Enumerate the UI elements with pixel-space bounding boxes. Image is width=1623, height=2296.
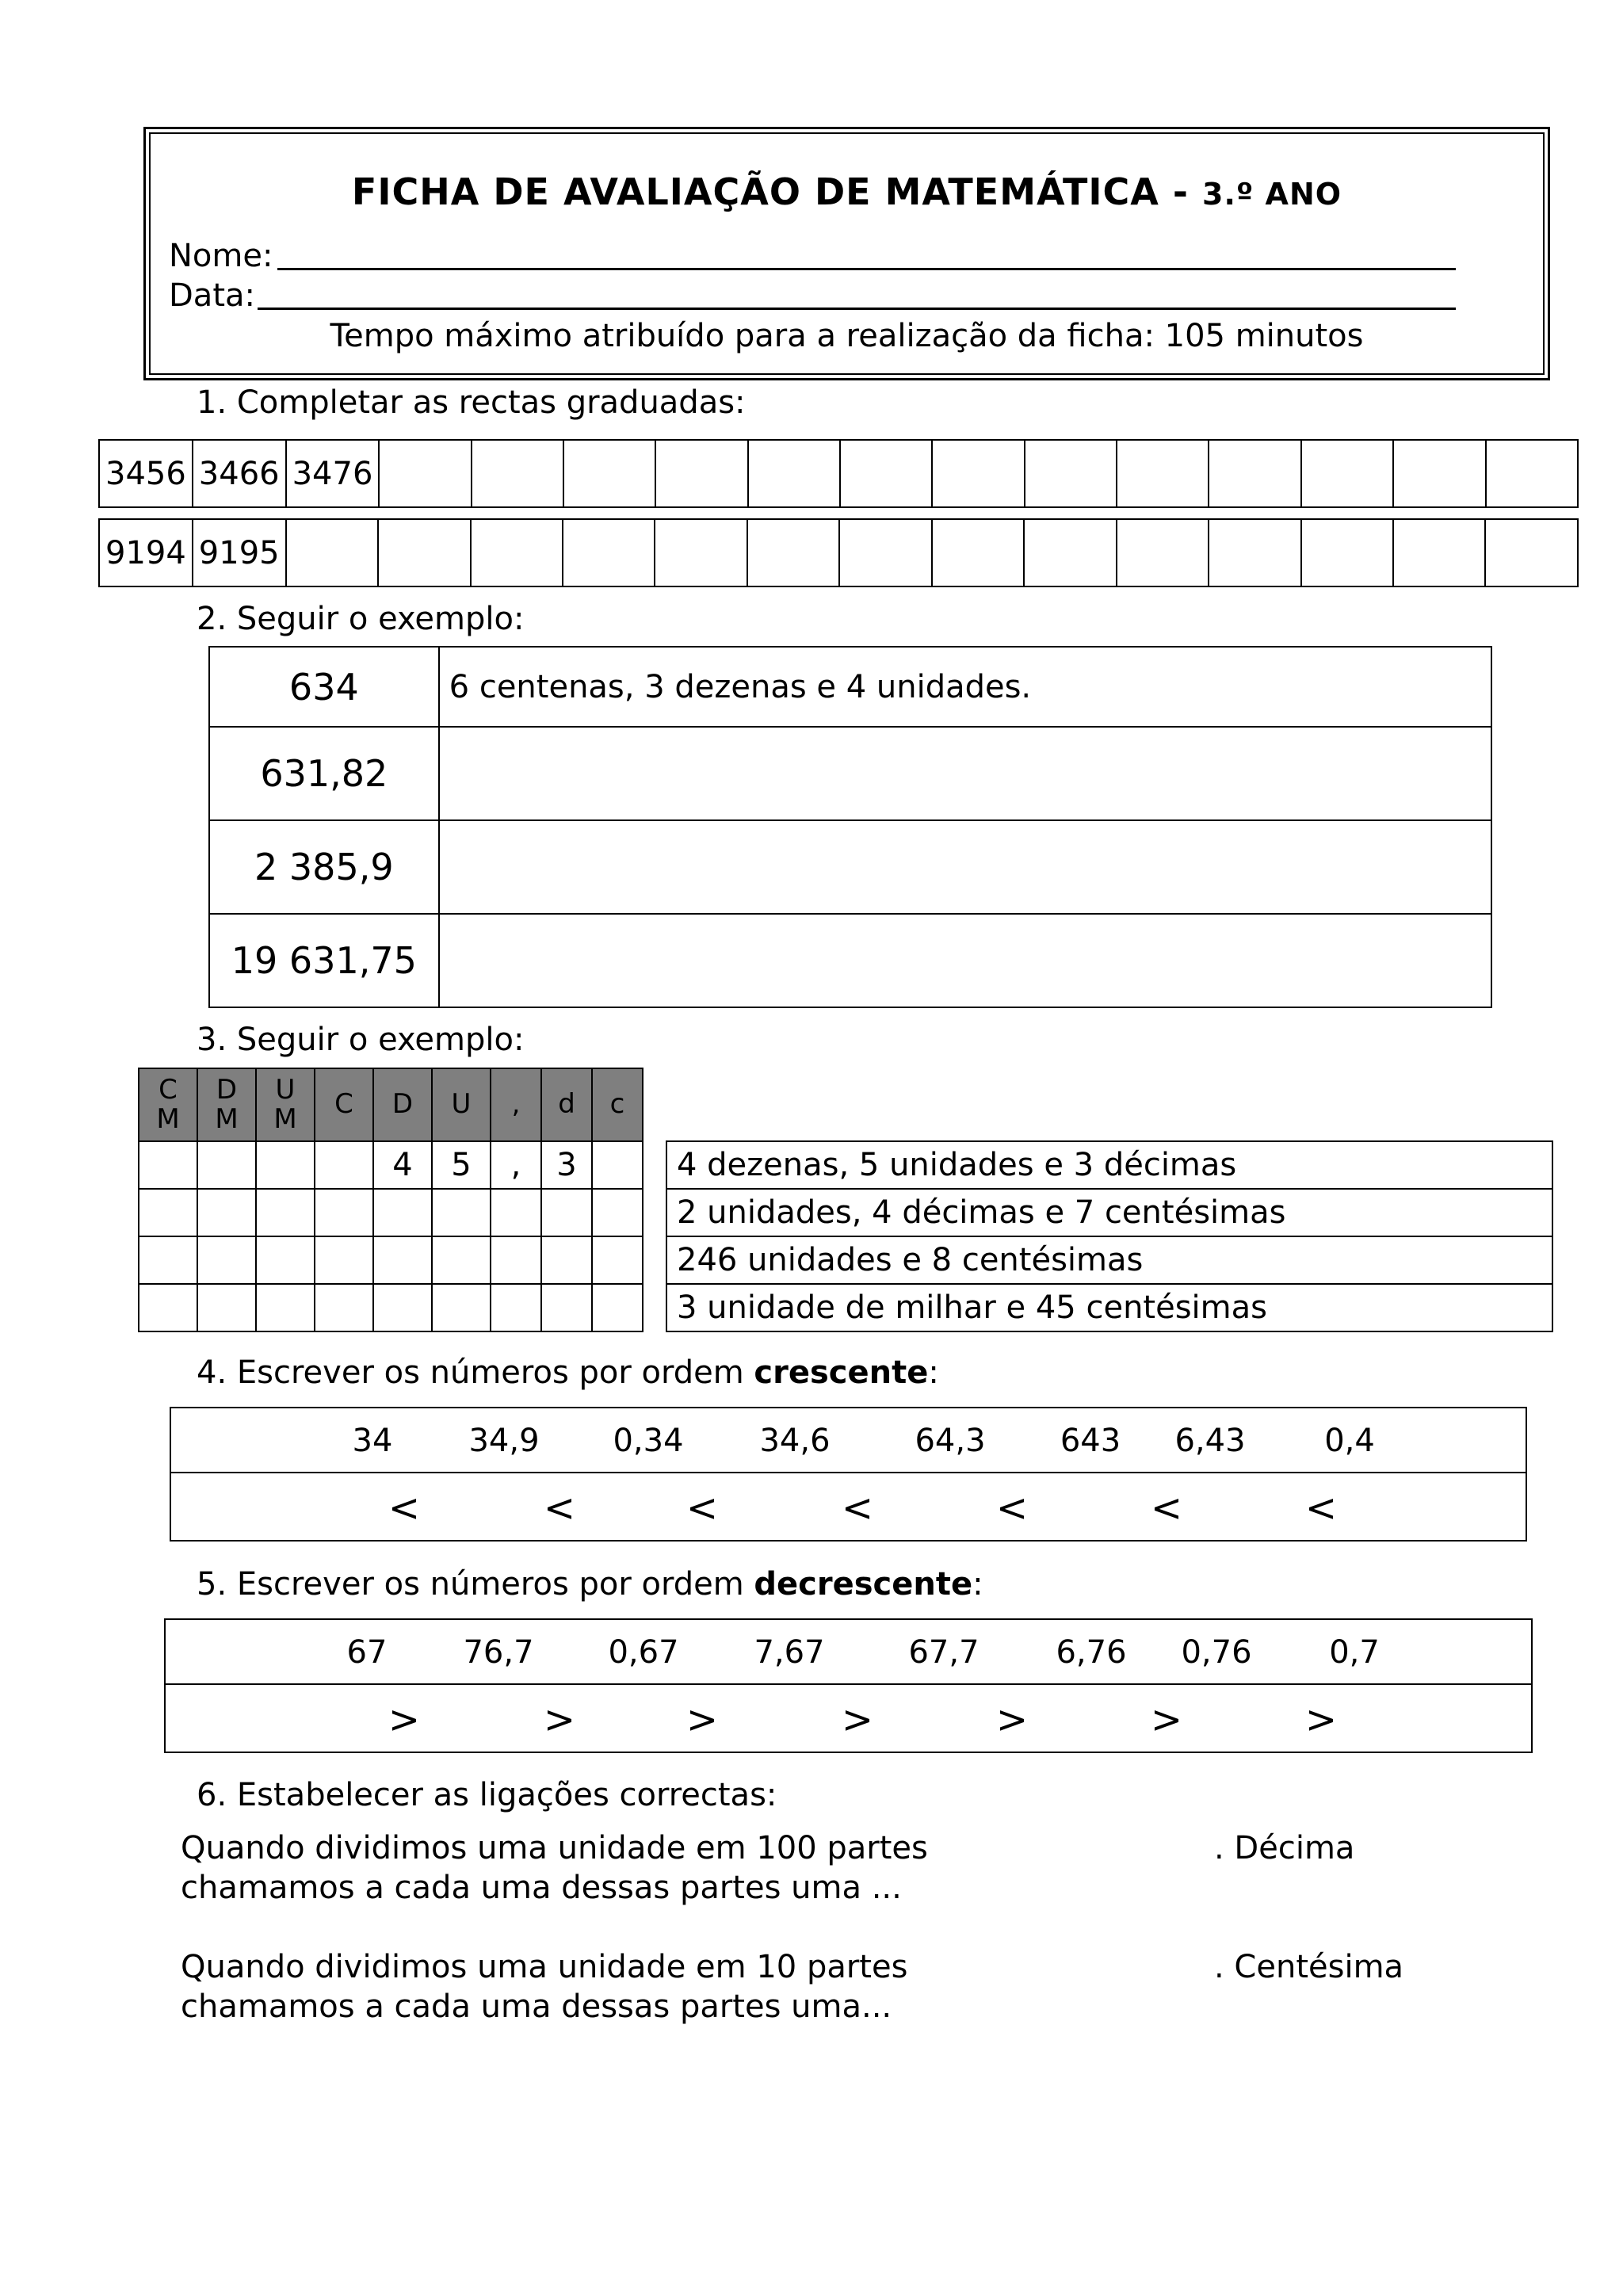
pv-blank[interactable]: [592, 1189, 643, 1236]
less-than-sign: <: [1150, 1486, 1183, 1530]
pv-blank[interactable]: [315, 1236, 373, 1284]
pv-blank[interactable]: [432, 1284, 491, 1331]
greater-than-sign: >: [995, 1698, 1029, 1742]
number-line-cell: 3456: [99, 440, 193, 507]
pv-header: d: [541, 1068, 592, 1141]
q5-box: [164, 1618, 1533, 1753]
q4-number: 0,4: [1324, 1423, 1375, 1459]
q5-number: 67,7: [908, 1634, 980, 1671]
q4-title: 4. Escrever os números por ordem crescente:: [197, 1354, 939, 1391]
time-note: Tempo máximo atribuído para a realização da ficha: 105 minutos: [330, 318, 1364, 354]
pv-cell: [315, 1141, 373, 1189]
q2-answer[interactable]: [439, 914, 1491, 1007]
q3-descriptions: [666, 1140, 1553, 1332]
q4-number: 34,6: [759, 1423, 831, 1459]
number-line-blank[interactable]: [1209, 519, 1300, 586]
number-line-blank[interactable]: [655, 440, 747, 507]
q2-number: 19 631,75: [209, 914, 439, 1007]
q4-numbers-row: [171, 1408, 1526, 1473]
page-title: [149, 170, 1545, 213]
greater-than-sign: >: [841, 1698, 874, 1742]
number-line-blank[interactable]: [1393, 440, 1485, 507]
number-line-1: [98, 439, 1579, 508]
pv-header: c: [592, 1068, 643, 1141]
number-line-blank[interactable]: [655, 519, 747, 586]
number-line-blank[interactable]: [1025, 440, 1117, 507]
q6-title: 6. Estabelecer as ligações correctas:: [197, 1777, 777, 1813]
less-than-sign: <: [543, 1486, 576, 1530]
q2-number: 2 385,9: [209, 820, 439, 914]
number-line-blank[interactable]: [378, 519, 470, 586]
pv-blank[interactable]: [491, 1236, 541, 1284]
pv-blank[interactable]: [139, 1284, 197, 1331]
less-than-sign: <: [685, 1486, 719, 1530]
q4-box: [170, 1407, 1527, 1541]
pv-cell: ,: [491, 1141, 541, 1189]
less-than-sign: <: [1304, 1486, 1338, 1530]
number-line-blank[interactable]: [1301, 519, 1393, 586]
pv-blank[interactable]: [373, 1236, 432, 1284]
q5-title: 5. Escrever os números por ordem decrescente:: [197, 1566, 983, 1603]
pv-blank[interactable]: [256, 1236, 315, 1284]
greater-than-sign: >: [388, 1698, 421, 1742]
number-line-blank[interactable]: [932, 440, 1024, 507]
pv-blank[interactable]: [592, 1236, 643, 1284]
number-line-blank[interactable]: [563, 440, 655, 507]
pv-blank[interactable]: [373, 1189, 432, 1236]
pv-blank[interactable]: [256, 1284, 315, 1331]
number-line-blank[interactable]: [1024, 519, 1116, 586]
q4-number: 34,9: [468, 1423, 540, 1459]
number-line-blank[interactable]: [839, 519, 931, 586]
q6-statement-line: chamamos a cada uma dessas partes uma...: [181, 1988, 892, 2025]
q3-title: 3. Seguir o exemplo:: [197, 1022, 525, 1058]
pv-cell: [197, 1141, 256, 1189]
number-line-blank[interactable]: [563, 519, 655, 586]
pv-blank[interactable]: [315, 1189, 373, 1236]
title-text: FICHA DE AVALIAÇÃO DE MATEMÁTICA -: [351, 170, 1189, 213]
q2-description: 6 centenas, 3 dezenas e 4 unidades.: [439, 647, 1491, 727]
pv-blank[interactable]: [373, 1284, 432, 1331]
number-line-blank[interactable]: [286, 519, 378, 586]
q4-number: 64,3: [915, 1423, 986, 1459]
q2-answer[interactable]: [439, 727, 1491, 820]
number-line-blank[interactable]: [379, 440, 471, 507]
number-line-cell: 3476: [286, 440, 380, 507]
number-line-blank[interactable]: [472, 440, 563, 507]
pv-blank[interactable]: [541, 1189, 592, 1236]
date-field[interactable]: [258, 308, 1456, 310]
pv-blank[interactable]: [197, 1284, 256, 1331]
place-value-table: [138, 1068, 643, 1332]
greater-than-sign: >: [543, 1698, 576, 1742]
q6-statement-line: Quando dividimos uma unidade em 10 partes: [181, 1949, 908, 1985]
number-line-cell: 9195: [193, 519, 286, 586]
pv-blank[interactable]: [432, 1236, 491, 1284]
pv-header: C M: [139, 1068, 197, 1141]
number-line-blank[interactable]: [471, 519, 563, 586]
number-line-blank[interactable]: [932, 519, 1024, 586]
greater-than-sign: >: [685, 1698, 719, 1742]
number-line-blank[interactable]: [747, 519, 839, 586]
number-line-2: [98, 518, 1579, 587]
pv-blank[interactable]: [491, 1189, 541, 1236]
q5-number: 7,67: [754, 1634, 825, 1671]
pv-header: C: [315, 1068, 373, 1141]
number-line-blank[interactable]: [1301, 440, 1393, 507]
q2-number: 631,82: [209, 727, 439, 820]
pv-header: ,: [491, 1068, 541, 1141]
q2-answer[interactable]: [439, 820, 1491, 914]
pv-blank[interactable]: [315, 1284, 373, 1331]
number-line-blank[interactable]: [840, 440, 932, 507]
q3-description: 3 unidade de milhar e 45 centésimas: [666, 1284, 1552, 1331]
pv-blank[interactable]: [197, 1189, 256, 1236]
q4-number: 0,34: [613, 1423, 684, 1459]
pv-blank[interactable]: [432, 1189, 491, 1236]
q3-description: 246 unidades e 8 centésimas: [666, 1236, 1552, 1284]
pv-blank[interactable]: [592, 1284, 643, 1331]
less-than-sign: <: [995, 1486, 1029, 1530]
q5-number: 76,7: [463, 1634, 534, 1671]
greater-than-sign: >: [1150, 1698, 1183, 1742]
pv-blank[interactable]: [491, 1284, 541, 1331]
q5-number: 0,76: [1181, 1634, 1252, 1671]
q3-description: 4 dezenas, 5 unidades e 3 décimas: [666, 1141, 1552, 1189]
pv-cell: [139, 1141, 197, 1189]
pv-blank[interactable]: [541, 1236, 592, 1284]
q5-number: 6,76: [1056, 1634, 1127, 1671]
q6-option[interactable]: . Centésima: [1214, 1949, 1404, 1985]
pv-cell: [592, 1141, 643, 1189]
pv-blank[interactable]: [541, 1284, 592, 1331]
pv-cell: [256, 1141, 315, 1189]
number-line-blank[interactable]: [1117, 519, 1209, 586]
number-line-blank[interactable]: [1117, 440, 1209, 507]
q5-number: 0,7: [1329, 1634, 1380, 1671]
q6-option[interactable]: . Décima: [1214, 1830, 1355, 1866]
number-line-blank[interactable]: [1393, 519, 1485, 586]
q4-number: 643: [1060, 1423, 1121, 1459]
number-line-cell: 9194: [99, 519, 193, 586]
less-than-sign: <: [388, 1486, 421, 1530]
less-than-sign: <: [841, 1486, 874, 1530]
number-line-blank[interactable]: [748, 440, 840, 507]
pv-blank[interactable]: [197, 1236, 256, 1284]
pv-blank[interactable]: [139, 1236, 197, 1284]
pv-blank[interactable]: [256, 1189, 315, 1236]
q5-number: 67: [346, 1634, 388, 1671]
pv-cell: 3: [541, 1141, 592, 1189]
q1-title: 1. Completar as rectas graduadas:: [197, 384, 746, 421]
greater-than-sign: >: [1304, 1698, 1338, 1742]
grade-label: 3.º ANO: [1202, 177, 1342, 212]
q4-number: 6,43: [1174, 1423, 1246, 1459]
date-label: Data:: [169, 277, 255, 314]
name-label: Nome:: [169, 238, 273, 274]
q6-statement-line: chamamos a cada uma dessas partes uma ...: [181, 1870, 902, 1906]
q2-number: 634: [209, 647, 439, 727]
number-line-blank[interactable]: [1485, 519, 1578, 586]
number-line-blank[interactable]: [1209, 440, 1300, 507]
q4-number: 34: [352, 1423, 393, 1459]
number-line-blank[interactable]: [1486, 440, 1578, 507]
name-field[interactable]: [277, 268, 1456, 270]
pv-cell: 5: [432, 1141, 491, 1189]
pv-header: D M: [197, 1068, 256, 1141]
q2-title: 2. Seguir o exemplo:: [197, 601, 525, 637]
pv-header: U: [432, 1068, 491, 1141]
q5-numbers-row: [166, 1620, 1531, 1685]
number-line-cell: 3466: [193, 440, 286, 507]
q2-table: [208, 646, 1492, 1008]
pv-blank[interactable]: [139, 1189, 197, 1236]
q5-number: 0,67: [608, 1634, 679, 1671]
q6-statement-line: Quando dividimos uma unidade em 100 partes: [181, 1830, 928, 1866]
pv-header: U M: [256, 1068, 315, 1141]
pv-header: D: [373, 1068, 432, 1141]
pv-cell: 4: [373, 1141, 432, 1189]
q3-description: 2 unidades, 4 décimas e 7 centésimas: [666, 1189, 1552, 1236]
